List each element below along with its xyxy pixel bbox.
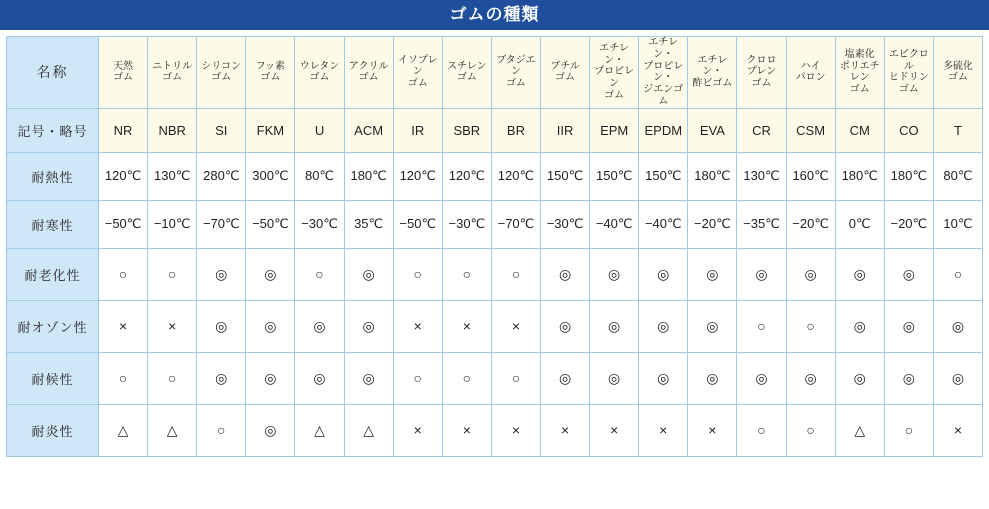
table-cell: −70℃ [491,200,540,248]
table-cell: ○ [99,248,148,300]
column-header: アクリル ゴム [344,37,393,109]
table-cell: ○ [295,248,344,300]
column-header: 多硫化 ゴム [933,37,982,109]
table-cell: × [491,404,540,456]
table-cell: ◎ [541,352,590,404]
table-cell: 120℃ [491,152,540,200]
table-row [7,352,983,404]
table-row [7,152,983,200]
table-cell: CM [835,108,884,152]
rubber-properties-table [6,36,983,457]
table-cell: ◎ [344,352,393,404]
table-cell: ◎ [295,352,344,404]
column-header: ウレタン ゴム [295,37,344,109]
column-header: エチレン・ 酢ビゴム [688,37,737,109]
table-cell: ◎ [737,352,786,404]
table-row [7,108,983,152]
table-cell: 120℃ [393,152,442,200]
table-cell: ◎ [246,300,295,352]
table-cell: ○ [933,248,982,300]
table-cell: ◎ [639,248,688,300]
table-cell: −30℃ [442,200,491,248]
column-header: 天然 ゴム [99,37,148,109]
row-header: 耐候性 [7,352,99,404]
column-header: エピクロル ヒドリン ゴム [884,37,933,109]
table-cell: 0℃ [835,200,884,248]
table-cell: ◎ [246,404,295,456]
table-cell: 180℃ [688,152,737,200]
row-header: 耐老化性 [7,248,99,300]
table-row [7,248,983,300]
table-cell: ◎ [933,352,982,404]
table-cell: 130℃ [148,152,197,200]
table-cell: 35℃ [344,200,393,248]
table-row [7,300,983,352]
table-cell: ○ [393,352,442,404]
table-cell: × [99,300,148,352]
table-cell: ACM [344,108,393,152]
table-cell: ◎ [835,300,884,352]
table-row [7,200,983,248]
table-cell: 180℃ [884,152,933,200]
table-cell: × [639,404,688,456]
table-cell: ◎ [344,300,393,352]
table-cell: 80℃ [933,152,982,200]
row-header: 記号・略号 [7,108,99,152]
table-cell: U [295,108,344,152]
column-header: エチレン・ プロピレン・ ジエンゴム [639,37,688,109]
table-cell: × [688,404,737,456]
table-cell: ◎ [541,300,590,352]
table-cell: ◎ [688,352,737,404]
row-header: 耐炎性 [7,404,99,456]
table-cell: ○ [442,352,491,404]
table-cell: 150℃ [541,152,590,200]
table-cell: ◎ [933,300,982,352]
table-cell: ◎ [344,248,393,300]
table-cell: 150℃ [639,152,688,200]
table-cell: ◎ [590,300,639,352]
table-cell: −50℃ [246,200,295,248]
table-cell: 280℃ [197,152,246,200]
table-cell: −20℃ [786,200,835,248]
table-cell: ○ [737,300,786,352]
table-cell: 180℃ [835,152,884,200]
table-cell: × [491,300,540,352]
table-cell: 130℃ [737,152,786,200]
table-cell: × [148,300,197,352]
table-cell: ◎ [786,248,835,300]
table-cell: NBR [148,108,197,152]
table-cell: −70℃ [197,200,246,248]
table-cell: ○ [393,248,442,300]
table-cell: ◎ [737,248,786,300]
table-cell: ◎ [786,352,835,404]
table-cell: 150℃ [590,152,639,200]
table-cell: ◎ [246,352,295,404]
table-cell: −30℃ [295,200,344,248]
table-cell: ◎ [688,300,737,352]
table-cell: △ [835,404,884,456]
table-cell: ◎ [835,248,884,300]
table-cell: × [393,300,442,352]
table-cell: EVA [688,108,737,152]
table-cell: −30℃ [541,200,590,248]
table-cell: IR [393,108,442,152]
column-header: シリコン ゴム [197,37,246,109]
table-cell: ○ [99,352,148,404]
table-cell: × [541,404,590,456]
table-cell: ◎ [295,300,344,352]
table-cell: SI [197,108,246,152]
table-cell: ◎ [884,248,933,300]
table-cell: 120℃ [99,152,148,200]
table-cell: ○ [737,404,786,456]
column-header: フッ素 ゴム [246,37,295,109]
row-header: 耐オゾン性 [7,300,99,352]
table-cell: △ [148,404,197,456]
page-title: ゴムの種類 [0,0,989,30]
table-cell: ◎ [639,352,688,404]
table-cell: ○ [786,404,835,456]
table-cell: ◎ [197,300,246,352]
table-cell: CO [884,108,933,152]
table-cell: △ [344,404,393,456]
table-cell: ◎ [835,352,884,404]
table-cell: −35℃ [737,200,786,248]
table-cell: −50℃ [393,200,442,248]
table-cell: IIR [541,108,590,152]
table-cell: NR [99,108,148,152]
column-header: ブチル ゴム [541,37,590,109]
table-cell: × [590,404,639,456]
table-cell: ◎ [197,352,246,404]
column-header: 塩素化 ポリエチレン ゴム [835,37,884,109]
table-cell: ○ [491,248,540,300]
table-cell: 180℃ [344,152,393,200]
table-cell: ○ [148,352,197,404]
table-cell: EPDM [639,108,688,152]
table-cell: 80℃ [295,152,344,200]
table-cell: ○ [786,300,835,352]
table-cell: ○ [442,248,491,300]
table-corner-label: 名称 [7,37,99,109]
column-header: ブタジエン ゴム [491,37,540,109]
table-cell: −20℃ [688,200,737,248]
table-cell: FKM [246,108,295,152]
table-cell: ◎ [884,352,933,404]
table-cell: 300℃ [246,152,295,200]
column-header: ハイ パロン [786,37,835,109]
table-cell: 10℃ [933,200,982,248]
table-cell: −50℃ [99,200,148,248]
column-header: エチレン・ プロピレン ゴム [590,37,639,109]
table-cell: × [393,404,442,456]
table-cell: EPM [590,108,639,152]
table-cell: × [933,404,982,456]
table-cell: ◎ [197,248,246,300]
table-cell: −40℃ [590,200,639,248]
table-cell: ◎ [246,248,295,300]
table-cell: −20℃ [884,200,933,248]
row-header: 耐寒性 [7,200,99,248]
column-header: クロロ プレン ゴム [737,37,786,109]
table-row [7,404,983,456]
table-cell: △ [99,404,148,456]
column-header: スチレン ゴム [442,37,491,109]
table-cell: ◎ [639,300,688,352]
column-header: イソプレン ゴム [393,37,442,109]
table-cell: ◎ [590,352,639,404]
table-header-row [7,37,983,109]
table-cell: △ [295,404,344,456]
table-cell: × [442,404,491,456]
table-cell: CSM [786,108,835,152]
table-cell: T [933,108,982,152]
table-cell: ◎ [590,248,639,300]
table-cell: SBR [442,108,491,152]
table-cell: ○ [197,404,246,456]
table-cell: ◎ [884,300,933,352]
table-cell: ○ [491,352,540,404]
column-header: ニトリル ゴム [148,37,197,109]
table-cell: 120℃ [442,152,491,200]
table-cell: BR [491,108,540,152]
row-header: 耐熱性 [7,152,99,200]
table-cell: ○ [884,404,933,456]
table-cell: ◎ [688,248,737,300]
table-cell: CR [737,108,786,152]
table-cell: × [442,300,491,352]
table-cell: −40℃ [639,200,688,248]
table-cell: ○ [148,248,197,300]
table-cell: ◎ [541,248,590,300]
table-cell: 160℃ [786,152,835,200]
table-cell: −10℃ [148,200,197,248]
